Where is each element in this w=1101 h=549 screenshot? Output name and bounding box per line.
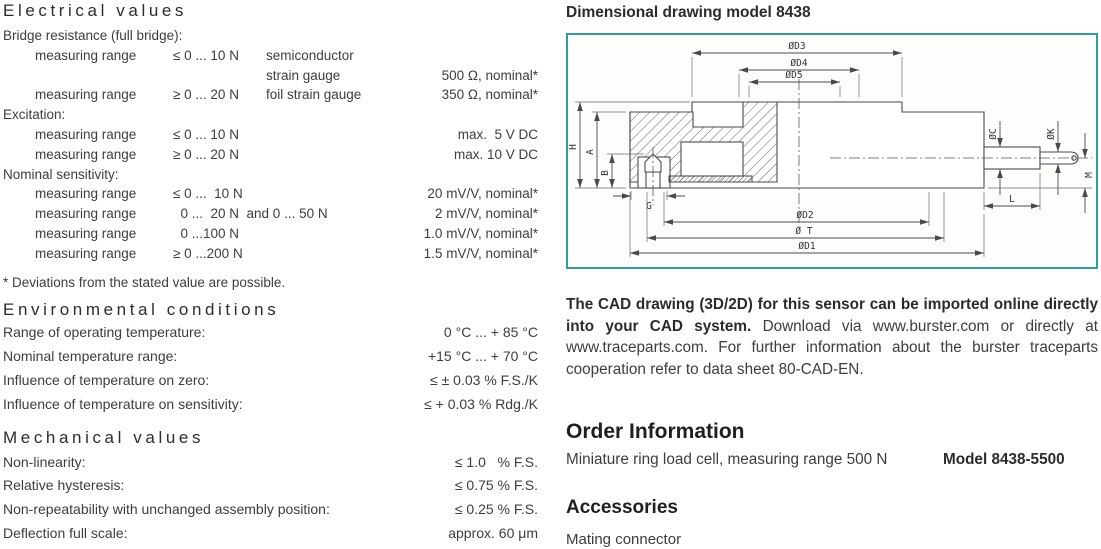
- spec-cell-range: ≥ 0 ... 20 N: [173, 146, 239, 162]
- accessories-heading: Accessories: [566, 497, 678, 518]
- spec-cell-label: Nominal temperature range:: [3, 348, 178, 365]
- dimensional-drawing-svg: [568, 35, 1096, 267]
- spec-cell-value: max. 10 V DC: [453, 146, 538, 162]
- group-label-bridge-resistance: Bridge resistance (full bridge):: [3, 28, 183, 43]
- spec-cell-value: max. 5 V DC: [457, 126, 538, 142]
- spec-cell-value: 1.0 mV/V, nominal*: [423, 225, 538, 241]
- spec-cell-label: Non-linearity:: [3, 453, 86, 470]
- dim-label-k: ØK: [1046, 128, 1057, 140]
- dim-label-h: H: [568, 144, 579, 150]
- spec-cell-value: ≤ + 0.03 % Rdg./K: [424, 395, 538, 412]
- spec-column: [3, 1, 538, 549]
- spec-cell-label: measuring range: [35, 186, 137, 202]
- spec-cell-value: approx. 60 μm: [448, 524, 538, 541]
- spec-row: [3, 147, 538, 167]
- order-row: [566, 451, 1098, 469]
- order-item-description: Miniature ring load cell, measuring range 500 N: [566, 451, 888, 468]
- dimensional-drawing-frame: [566, 33, 1098, 269]
- spec-cell-range: 0 ...100 N: [173, 225, 240, 241]
- spec-row: [3, 68, 538, 88]
- spec-cell-range: ≤ 0 ... 10 N: [173, 186, 243, 202]
- spec-cell-range: ≥ 0 ...200 N: [173, 245, 243, 261]
- spec-cell-value: ≤ 0.25 % F.S.: [454, 501, 538, 518]
- dim-label-d4: ØD4: [790, 58, 808, 69]
- group-label-nominal-sensitivity: Nominal sensitivity:: [3, 166, 119, 182]
- spec-cell-range: ≤ 0 ... 10 N: [173, 47, 239, 63]
- spec-cell-value: 1.5 mV/V, nominal*: [423, 245, 538, 261]
- spec-cell-label: Relative hysteresis:: [3, 477, 125, 494]
- spec-cell-value: ≤ ± 0.03 % F.S./K: [430, 371, 538, 388]
- dim-label-t: Ø T: [795, 226, 813, 237]
- spec-cell-value: 0 °C ... + 85 °C: [443, 324, 538, 341]
- spec-row: [3, 501, 538, 525]
- spec-cell-label: measuring range: [35, 47, 137, 63]
- section-heading-environmental: Environmental conditions: [3, 300, 280, 320]
- spec-cell-label: measuring range: [35, 225, 137, 241]
- spec-cell-label: Range of operating temperature:: [3, 324, 206, 341]
- dim-label-l: L: [1009, 194, 1015, 205]
- spec-row: [3, 454, 538, 478]
- spec-row: [3, 246, 538, 266]
- spec-cell-label: measuring range: [35, 146, 137, 162]
- spec-cell-range: ≤ 0 ... 10 N: [173, 126, 239, 142]
- spec-cell-label: Influence of temperature on zero:: [3, 371, 210, 388]
- spec-row: [3, 87, 538, 107]
- spec-cell-value: +15 °C ... + 70 °C: [427, 348, 538, 365]
- section-heading-electrical: Electrical values: [3, 1, 188, 20]
- spec-cell-range: ≥ 0 ... 20 N: [173, 87, 239, 103]
- spec-cell-value: 2 mV/V, nominal*: [434, 206, 538, 222]
- spec-row: [3, 127, 538, 147]
- spec-cell-desc: foil strain gauge: [266, 87, 362, 103]
- order-model-number: Model 8438-5500: [943, 451, 1065, 468]
- spec-row: [3, 477, 538, 501]
- inner-cavity: [681, 142, 743, 176]
- spec-cell-desc: semiconductor: [266, 47, 354, 63]
- spec-cell-desc: strain gauge: [266, 67, 341, 83]
- spec-cell-value: 20 mV/V, nominal*: [427, 186, 538, 202]
- dim-label-a: A: [585, 149, 596, 155]
- spec-cell-value: ≤ 0.75 % F.S.: [454, 477, 538, 494]
- spec-cell-label: measuring range: [35, 87, 137, 103]
- section-heading-mechanical: Mechanical values: [3, 427, 205, 447]
- deviations-footnote: * Deviations from the stated value are possible.: [3, 274, 286, 290]
- spec-cell-label: Influence of temperature on sensitivity:: [3, 395, 243, 412]
- cad-download-paragraph: [566, 294, 1098, 380]
- spec-row: [3, 348, 538, 372]
- dim-label-d5: ØD5: [785, 70, 803, 81]
- dim-label-d1: ØD1: [798, 241, 816, 252]
- accessories-item: Mating connector: [566, 531, 682, 548]
- spec-cell-value: 350 Ω, nominal*: [441, 87, 538, 103]
- spec-cell-label: measuring range: [35, 206, 137, 222]
- right-column: [566, 0, 1098, 548]
- spec-row: [3, 372, 538, 396]
- order-information-heading: Order Information: [566, 420, 745, 443]
- dim-label-d3: ØD3: [788, 41, 806, 52]
- cad-bold-text: The CAD drawing (3D/2D) for this sensor can be imported online directly into your CAD system.: [566, 296, 1098, 335]
- diaphragm-strip: [669, 176, 752, 182]
- spec-cell-range: 0 ... 20 N and 0 ... 50 N: [173, 206, 328, 222]
- spec-cell-label: Deflection full scale:: [3, 524, 128, 541]
- spec-cell-label: measuring range: [35, 245, 137, 261]
- spec-cell-value: ≤ 1.0 % F.S.: [454, 453, 538, 470]
- cad-body-text: Download via www.burster.com or directly at www.traceparts.com. For further information about the burster traceparts cooperation refer to data sheet 80-CAD-EN.: [566, 317, 1099, 378]
- dim-label-b: B: [600, 170, 611, 176]
- spec-row: [3, 324, 538, 348]
- drawing-title: Dimensional drawing model 8438: [566, 4, 811, 21]
- spec-row: [3, 206, 538, 226]
- dim-label-g: G: [646, 201, 652, 212]
- spec-row: [3, 525, 538, 549]
- dim-label-d2: ØD2: [796, 210, 814, 221]
- spec-row: [3, 186, 538, 206]
- spec-row: [3, 226, 538, 246]
- spec-cell-label: measuring range: [35, 126, 137, 142]
- spec-cell-value: 500 Ω, nominal*: [441, 67, 538, 83]
- spec-cell-label: Non-repeatability with unchanged assembly position:: [3, 501, 330, 518]
- spec-row: [3, 396, 538, 420]
- dim-label-m: M: [1084, 172, 1095, 178]
- spec-row: [3, 48, 538, 68]
- dim-label-c: ØC: [988, 128, 999, 140]
- group-label-excitation: Excitation:: [3, 107, 66, 123]
